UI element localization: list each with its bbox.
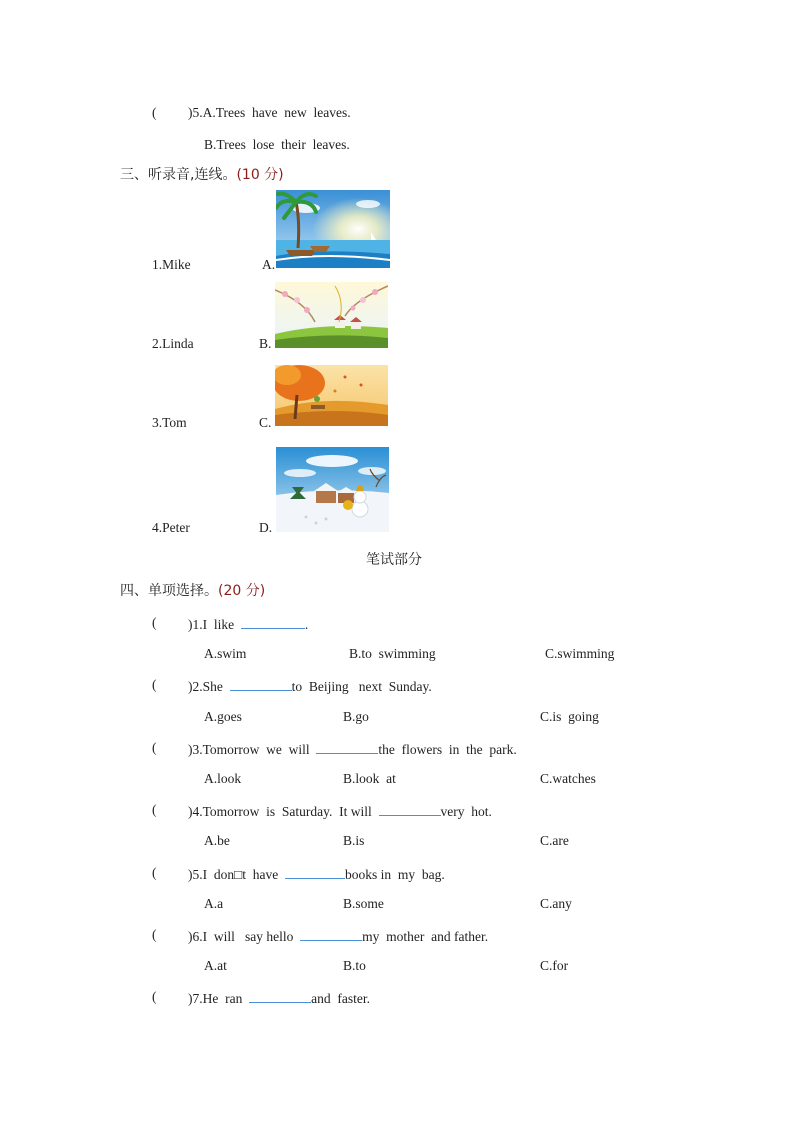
q2-paren: ( (152, 677, 157, 692)
q7-blank[interactable] (249, 988, 311, 1003)
q1-pre: I like (202, 617, 235, 632)
summer-beach-picture (276, 190, 390, 268)
q5-paren: ( (152, 105, 157, 120)
q1-option-c: C.swimming (545, 646, 615, 661)
q6-blank[interactable] (300, 926, 362, 941)
q4-post: very hot. (440, 804, 492, 819)
winter-snow-picture (276, 447, 389, 532)
q6-paren: ( (152, 927, 157, 942)
q4-pre: Tomorrow is Saturday. It will (202, 804, 372, 819)
q4-blank[interactable] (379, 801, 441, 816)
match-name-3: 3.Tom (152, 415, 187, 430)
q4-option-a: A.be (204, 833, 230, 848)
match-name-1: 1.Mike (152, 257, 191, 272)
q5-option-b: B.Trees lose their leaves. (204, 137, 350, 152)
q1-post: . (304, 617, 309, 632)
q6-option-a: A.at (204, 958, 227, 973)
q7-number: )7. (188, 991, 203, 1006)
q6-option-c: C.for (540, 958, 569, 973)
q1-option-a: A.swim (204, 646, 247, 661)
q1-option-b: B.to swimming (349, 646, 436, 661)
q3-option-a: A.look (204, 771, 242, 786)
q2-option-c: C.is going (540, 709, 599, 724)
summer-beach-icon (276, 190, 390, 268)
q5b-post: books in my bag. (345, 867, 445, 882)
q4-option-b: B.is (343, 833, 365, 848)
q5-number: )5. (188, 105, 203, 120)
q1-paren: ( (152, 615, 157, 630)
autumn-tree-picture (275, 365, 388, 426)
match-letter-b: B. (259, 336, 272, 351)
q3-stem (188, 739, 517, 759)
q3-blank[interactable] (316, 739, 378, 754)
q6-number: )6. (188, 929, 203, 944)
q6-post: my mother and father. (362, 929, 489, 944)
winter-snow-icon (276, 447, 389, 532)
spring-blossom-icon (275, 282, 388, 348)
q3-option-c: C.watches (540, 771, 596, 786)
section4-title: 四、单项选择。 (120, 583, 218, 599)
section4-heading (120, 582, 265, 600)
q7-paren: ( (152, 989, 157, 1004)
section3-title: 三、听录音,连线。 (120, 167, 237, 183)
q5b-blank[interactable] (285, 864, 345, 879)
q1-number: )1. (188, 617, 203, 632)
q5b-option-c: C.any (540, 896, 572, 911)
section3-score: (10 分) (236, 167, 284, 183)
q2-option-b: B.go (343, 709, 369, 724)
match-letter-c: C. (259, 415, 272, 430)
spring-blossom-picture (275, 282, 388, 348)
q5b-option-a: A.a (204, 896, 224, 911)
q4-number: )4. (188, 804, 203, 819)
q5b-number: )5. (188, 867, 203, 882)
q7-stem (188, 988, 370, 1008)
q3-post: the flowers in the park. (378, 742, 517, 757)
q3-pre: Tomorrow we will (202, 742, 310, 757)
match-name-4: 4.Peter (152, 520, 190, 535)
q5-line-a (188, 104, 351, 122)
match-letter-a: A. (262, 257, 276, 272)
q4-option-c: C.are (540, 833, 569, 848)
q3-number: )3. (188, 742, 203, 757)
q1-stem (188, 614, 308, 634)
q4-stem (188, 801, 492, 821)
match-name-2: 2.Linda (152, 336, 194, 351)
q2-pre: She (202, 679, 223, 694)
q1-blank[interactable] (241, 614, 305, 629)
q2-post: to Beijing next Sunday. (291, 679, 432, 694)
q2-stem (188, 676, 432, 696)
q3-paren: ( (152, 740, 157, 755)
q7-pre: He ran (202, 991, 243, 1006)
q6-option-b: B.to (343, 958, 366, 973)
q5b-paren: ( (152, 865, 157, 880)
written-part-heading: 笔试部分 (366, 552, 422, 568)
q5b-stem (188, 864, 445, 884)
q2-blank[interactable] (230, 676, 292, 691)
q2-number: )2. (188, 679, 203, 694)
q5b-option-b: B.some (343, 896, 384, 911)
section3-heading (120, 166, 284, 184)
q5b-pre: I don□t have (202, 867, 279, 882)
q4-paren: ( (152, 802, 157, 817)
autumn-tree-icon (275, 365, 388, 426)
section4-score: (20 分) (218, 583, 266, 599)
q6-stem (188, 926, 488, 946)
q5-option-a: A.Trees have new leaves. (202, 105, 351, 120)
q3-option-b: B.look at (343, 771, 396, 786)
q7-post: and faster. (311, 991, 370, 1006)
q2-option-a: A.goes (204, 709, 242, 724)
match-letter-d: D. (259, 520, 273, 535)
q6-pre: I will say hello (202, 929, 294, 944)
